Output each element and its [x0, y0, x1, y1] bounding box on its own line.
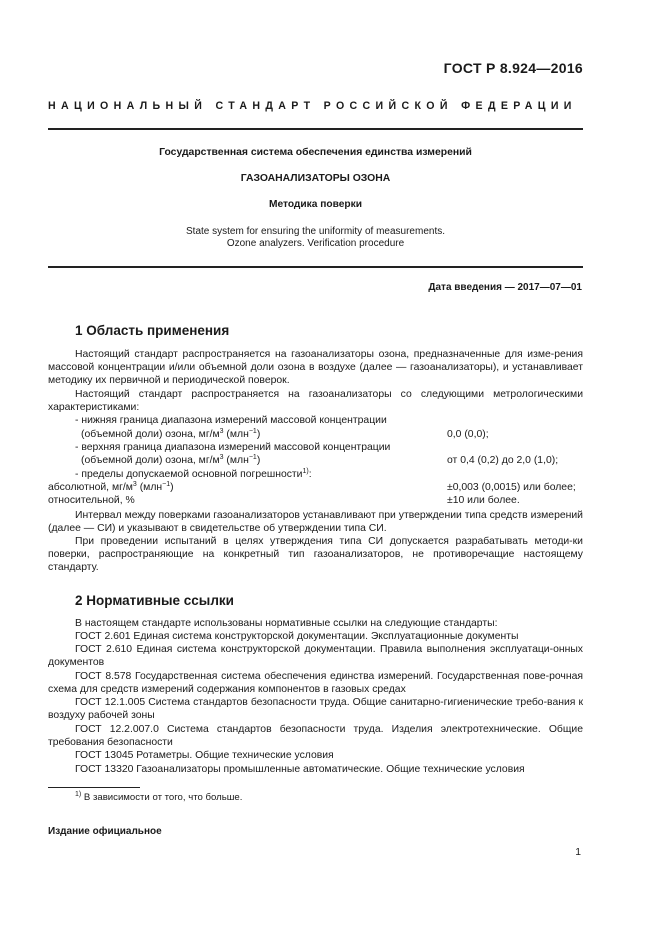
absolute-error-value: ±0,003 (0,0015) или более;	[447, 482, 576, 493]
list-item-2-value: от 0,4 (0,2) до 2,0 (1,0);	[447, 455, 559, 466]
relative-error-label: относительной, %	[48, 495, 135, 506]
top-divider	[48, 128, 583, 130]
sub-title: Методика поверки	[268, 199, 363, 210]
relative-error-value: ±10 или более.	[447, 495, 520, 506]
title-divider	[48, 266, 583, 268]
standard-title: НАЦИОНАЛЬНЫЙ СТАНДАРТ РОССИЙСКОЙ ФЕДЕРАЦИИ	[48, 100, 577, 112]
list-item-2-line-2: (объемной доли) озона, $мг/м^3$ (млн$^{-1}$)	[81, 454, 261, 466]
footnote-text: В зависимости от того, что больше.	[81, 792, 243, 803]
introduction-date: Дата введения — 2017—07—01	[428, 282, 582, 293]
main-title: ГАЗОАНАЛИЗАТОРЫ ОЗОНА	[240, 173, 391, 184]
section-1-paragraph-3: Интервал между поверками газоанализаторов устанавливают при утверждении типа средств измерений (далее — СИ) и указывают в свидетельстве об утверждении типа СИ.	[48, 510, 583, 535]
footnote-mark: 1)	[75, 791, 82, 798]
absolute-error-label: абсолютной, $мг/м^3$ (млн$^{-1}$)	[48, 481, 174, 493]
footnote-separator	[48, 787, 140, 788]
page-number: 1	[575, 847, 581, 858]
reference-item: ГОСТ 13320 Газоанализаторы промышленные автоматические. Общие технические условия	[75, 764, 525, 775]
list-item-1-value: 0,0 (0,0);	[447, 429, 489, 440]
english-title-line2: Ozone analyzers. Verification procedure	[226, 238, 405, 249]
section-1-paragraph-4: При проведении испытаний в целях утверждения типа СИ допускается разрабатывать методи-ки поверки, распространяющие на конкретный тип газоанализаторов, не противоречащие настоящему стандарту.	[48, 536, 583, 574]
reference-item: ГОСТ 8.578 Государственная система обеспечения единства измерений. Государственная пове-рочная схема для средств измерений содержания компонентов в газовых средах	[48, 671, 583, 696]
section-1-heading: 1 Область применения	[75, 323, 230, 338]
section-2-intro: В настоящем стандарте использованы нормативные ссылки на следующие стандарты:	[75, 618, 498, 629]
footnote	[75, 792, 242, 803]
section-1-paragraph-1: Настоящий стандарт распространяется на газоанализаторы озона, предназначенные для изме-рения массовой концентрации и/или объемной доли озона в воздухе (далее — газоанализаторы), и устанавливает методику их первичной и периодической поверок.	[48, 349, 583, 387]
reference-item: ГОСТ 12.2.007.0 Система стандартов безопасности труда. Изделия электротехнические. Общие требования безопасности	[48, 724, 583, 749]
english-title-line1: State system for ensuring the uniformity of measurements.	[186, 226, 445, 237]
section-2-heading: 2 Нормативные ссылки	[75, 593, 234, 608]
system-title: Государственная система обеспечения единства измерений	[159, 147, 472, 158]
reference-item: ГОСТ 2.610 Единая система конструкторской документации. Правила выполнения эксплуатаци-онных документов	[48, 644, 583, 669]
list-item-1-line-1: - нижняя граница диапазона измерений массовой концентрации	[75, 415, 387, 426]
document-code: ГОСТ Р 8.924—2016	[443, 60, 583, 76]
section-1-paragraph-2: Настоящий стандарт распространяется на газоанализаторы со следующими метрологическими характеристиками:	[48, 389, 583, 414]
list-item-3: - пределы допускаемой основной погрешности$^{1)}$:	[75, 468, 312, 480]
reference-item: ГОСТ 13045 Ротаметры. Общие технические условия	[75, 750, 334, 761]
list-item-2-line-1: - верхняя граница диапазона измерений массовой концентрации	[75, 442, 391, 453]
edition-label: Издание официальное	[48, 826, 162, 837]
reference-item: ГОСТ 2.601 Единая система конструкторской документации. Эксплуатационные документы	[75, 631, 519, 642]
reference-item: ГОСТ 12.1.005 Система стандартов безопасности труда. Общие санитарно-гигиенические требо-вания к воздуху рабочей зоны	[48, 697, 583, 722]
list-item-1-line-2: (объемной доли) озона, $мг/м^3$ (млн$^{-1}$)	[81, 428, 261, 440]
